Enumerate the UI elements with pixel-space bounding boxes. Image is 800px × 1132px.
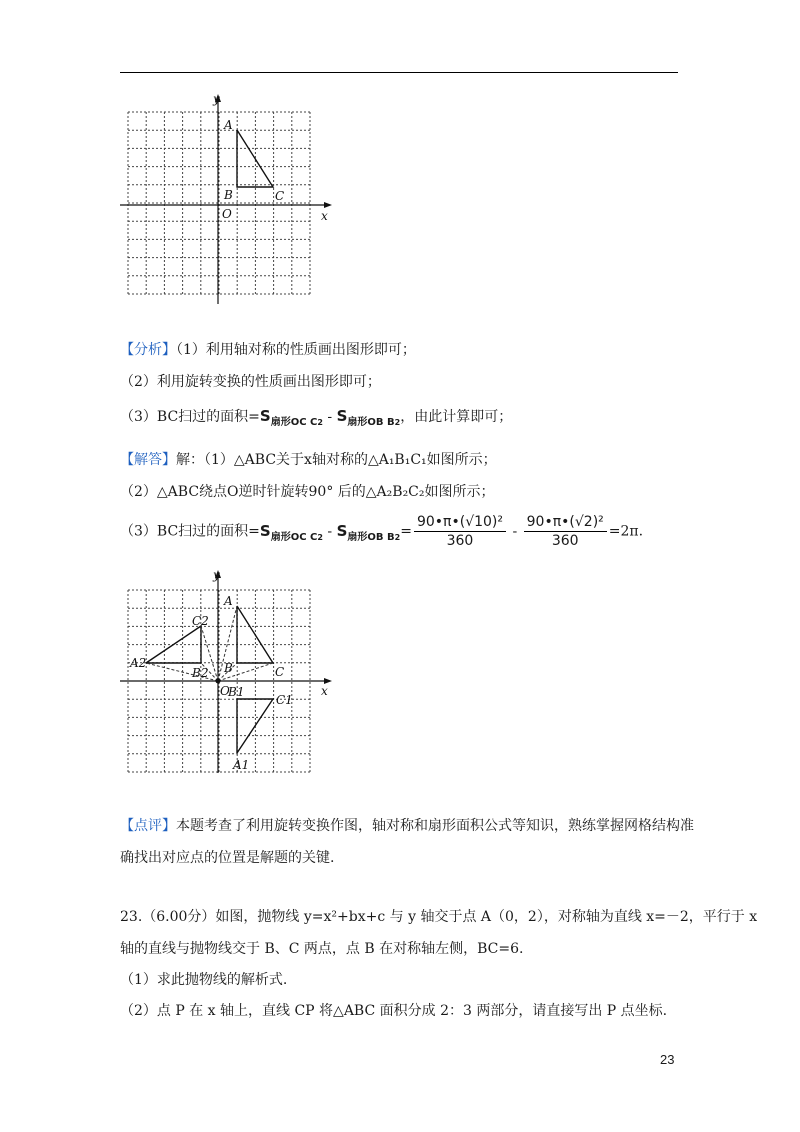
figure-1-grid: [118, 92, 338, 307]
fraction-1-denominator: 360: [446, 533, 474, 549]
review-line-2: 确找出对应点的位置是解题的关键.: [120, 850, 335, 866]
label-a1: A1: [233, 758, 250, 772]
s1-subscript-2: 2: [317, 418, 323, 427]
s1b-subscript: 扇形OC C: [270, 531, 318, 543]
label-x: x: [321, 209, 328, 223]
solution-line-2: （2）△ABC绕点O逆时针旋转90° 后的△A₂B₂C₂如图所示；: [120, 484, 495, 500]
label-c-2: C: [275, 665, 285, 679]
solution-line-1: [120, 449, 497, 469]
label-c: C: [275, 189, 285, 203]
solution-l3-pre: （3）BC扫过的面积=: [120, 523, 260, 540]
analysis-line-2: （2）利用旋转变换的性质画出图形即可；: [120, 374, 381, 390]
label-b2: B2: [192, 666, 209, 680]
result: =2π.: [608, 523, 644, 540]
analysis-l3-pre: （3）BC扫过的面积=: [120, 409, 260, 425]
label-c2: C2: [192, 614, 209, 628]
label-a: A: [224, 118, 233, 132]
s2b-subscript-2: 2: [394, 532, 401, 542]
label-y-2: y: [213, 568, 220, 582]
solution-text-1: 解：（1）△ABC关于x轴对称的△A₁B₁C₁如图所示；: [176, 452, 497, 468]
s1b-symbol: S: [259, 521, 271, 540]
area-term-1: [259, 407, 323, 428]
analysis-line-1: [120, 339, 416, 359]
fraction-1: [414, 514, 506, 549]
minus-sign: -: [322, 409, 337, 425]
label-a-2: A: [224, 594, 233, 608]
s2-symbol: S: [336, 407, 348, 425]
review-text-1: 本题考查了利用旋转变换作图，轴对称和扇形面积公式等知识，熟练掌握网格结构准: [176, 818, 694, 834]
fraction-2: [524, 514, 607, 549]
problem-23-line-2: 轴的直线与抛物线交于 B、C 两点，点 B 在对称轴左侧，BC=6.: [120, 941, 524, 957]
s1-subscript: 扇形OC C: [270, 417, 318, 428]
analysis-tag: 【分析】: [120, 342, 176, 358]
problem-23-line-1: 23.（6.00分）如图，抛物线 y=x²+bx+c 与 y 轴交于点 A（0，2），对称轴为直线 x=－2，平行于 x: [120, 909, 758, 925]
origin-dot-icon: [216, 679, 221, 684]
s1b-subscript-2: 2: [317, 532, 323, 542]
label-b1: B1: [228, 685, 245, 699]
fraction-1-numerator: 90•π•(√10)²: [414, 514, 506, 532]
review-line-1: [120, 815, 694, 835]
area-term-2b: [336, 521, 401, 543]
label-a2: A2: [130, 656, 147, 670]
analysis-l3-post: ，由此计算即可；: [400, 409, 513, 425]
label-b-2: B: [224, 661, 233, 675]
equals-sign: =: [400, 523, 412, 540]
label-b: B: [224, 188, 233, 202]
solution-line-3: [120, 514, 643, 549]
s2b-symbol: S: [336, 521, 348, 540]
x-axis-arrow-icon: [324, 202, 332, 208]
area-term-1b: [259, 521, 323, 543]
area-term-2: [336, 407, 401, 428]
fraction-2-numerator: 90•π•(√2)²: [524, 514, 607, 532]
analysis-text-1: （1）利用轴对称的性质画出图形即可；: [176, 342, 416, 358]
label-y: y: [213, 92, 220, 106]
minus-sign-b: -: [322, 523, 337, 540]
solution-tag: 【解答】: [120, 452, 176, 468]
review-tag: 【点评】: [120, 818, 176, 834]
s2b-subscript: 扇形OB B: [347, 531, 395, 543]
header-rule: [120, 72, 678, 73]
problem-23-line-3: （1）求此抛物线的解析式.: [120, 972, 288, 988]
triangle-abc: [237, 130, 273, 187]
label-origin-2: O: [220, 684, 230, 698]
s1-symbol: S: [259, 407, 271, 425]
minus-sign-c: -: [508, 523, 522, 540]
label-origin: O: [222, 207, 232, 221]
fraction-2-denominator: 360: [551, 533, 579, 549]
s2-subscript-2: 2: [394, 418, 401, 427]
label-x-2: x: [321, 684, 328, 698]
s2-subscript: 扇形OB B: [347, 417, 395, 428]
analysis-line-3: [120, 406, 512, 428]
page-number: 23: [660, 1052, 675, 1067]
problem-23-line-4: （2）点 P 在 x 轴上，直线 CP 将△ABC 面积分成 2：3 两部分，请直接写出 P 点坐标.: [120, 1003, 668, 1019]
label-c1: C1: [276, 693, 293, 707]
figure-2-grid: [118, 568, 338, 778]
